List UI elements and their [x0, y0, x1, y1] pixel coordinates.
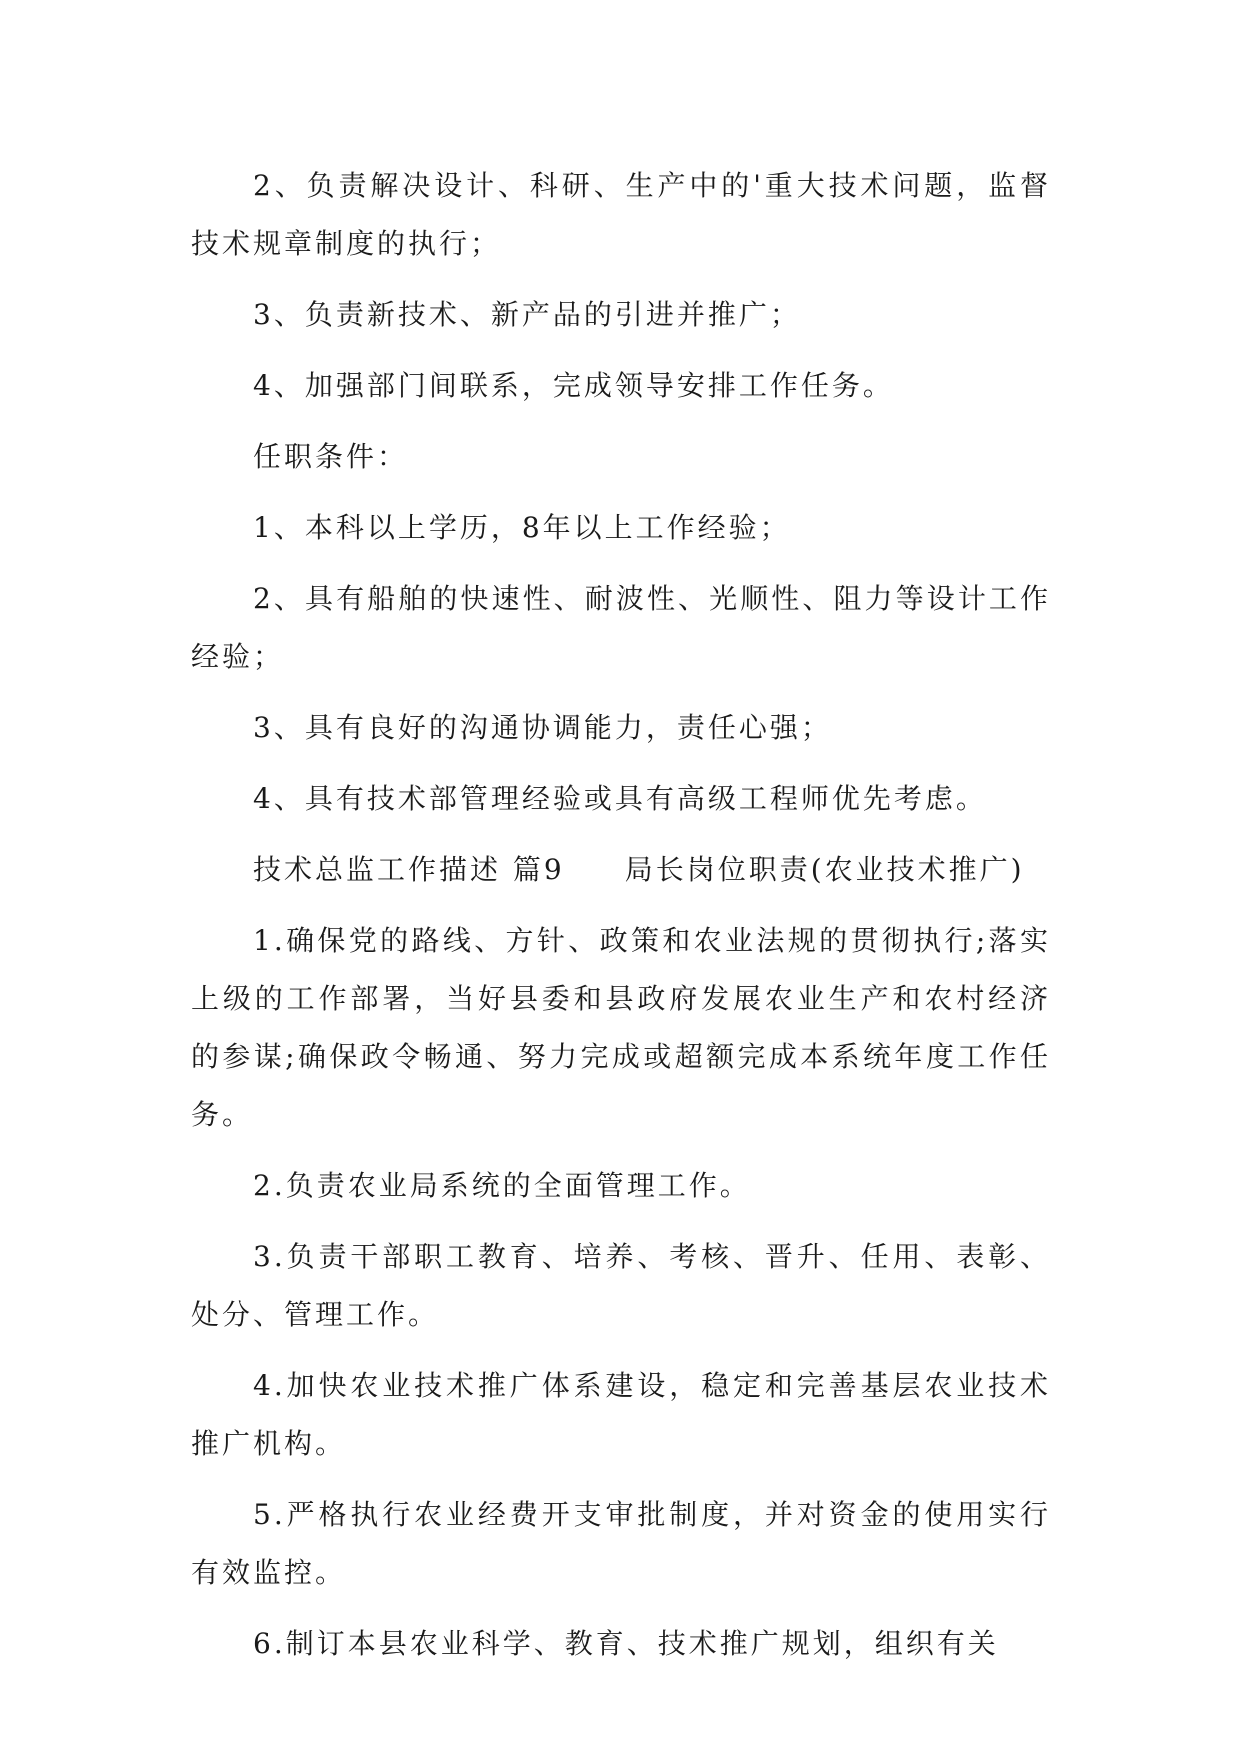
paragraph: 2、具有船舶的快速性、耐波性、光顺性、阻力等设计工作经验；: [191, 582, 1051, 673]
paragraph: 6.制订本县农业科学、教育、技术推广规划，组织有关: [253, 1627, 999, 1660]
paragraph: 1、本科以上学历，8年以上工作经验；: [253, 511, 791, 544]
paragraph: 4.加快农业技术推广体系建设，稳定和完善基层农业技术推广机构。: [191, 1369, 1051, 1460]
paragraph: 5.严格执行农业经费开支审批制度，并对资金的使用实行有效监控。: [191, 1498, 1051, 1589]
section-label: 任职条件：: [253, 440, 409, 473]
section-heading-right: 局长岗位职责(农业技术推广): [624, 853, 1025, 886]
section-heading-left: 技术总监工作描述 篇9: [253, 853, 565, 886]
paragraph: 2、负责解决设计、科研、生产中的'重大技术问题，监督技术规章制度的执行；: [191, 169, 1051, 260]
paragraph: 3、具有良好的沟通协调能力，责任心强；: [253, 711, 832, 744]
document-body: [191, 157, 1051, 1673]
paragraph: 2.负责农业局系统的全面管理工作。: [253, 1169, 751, 1202]
paragraph: 4、具有技术部管理经验或具有高级工程师优先考虑。: [253, 782, 987, 815]
paragraph: 1.确保党的路线、方针、政策和农业法规的贯彻执行;落实上级的工作部署，当好县委和县政府发展农业生产和农村经济的参谋;确保政令畅通、努力完成或超额完成本系统年度工作任务。: [191, 924, 1051, 1131]
paragraph: 3.负责干部职工教育、培养、考核、晋升、任用、表彰、处分、管理工作。: [191, 1240, 1051, 1331]
paragraph: 4、加强部门间联系，完成领导安排工作任务。: [253, 369, 894, 402]
paragraph: 3、负责新技术、新产品的引进并推广；: [253, 298, 801, 331]
section-heading: [191, 841, 1051, 899]
